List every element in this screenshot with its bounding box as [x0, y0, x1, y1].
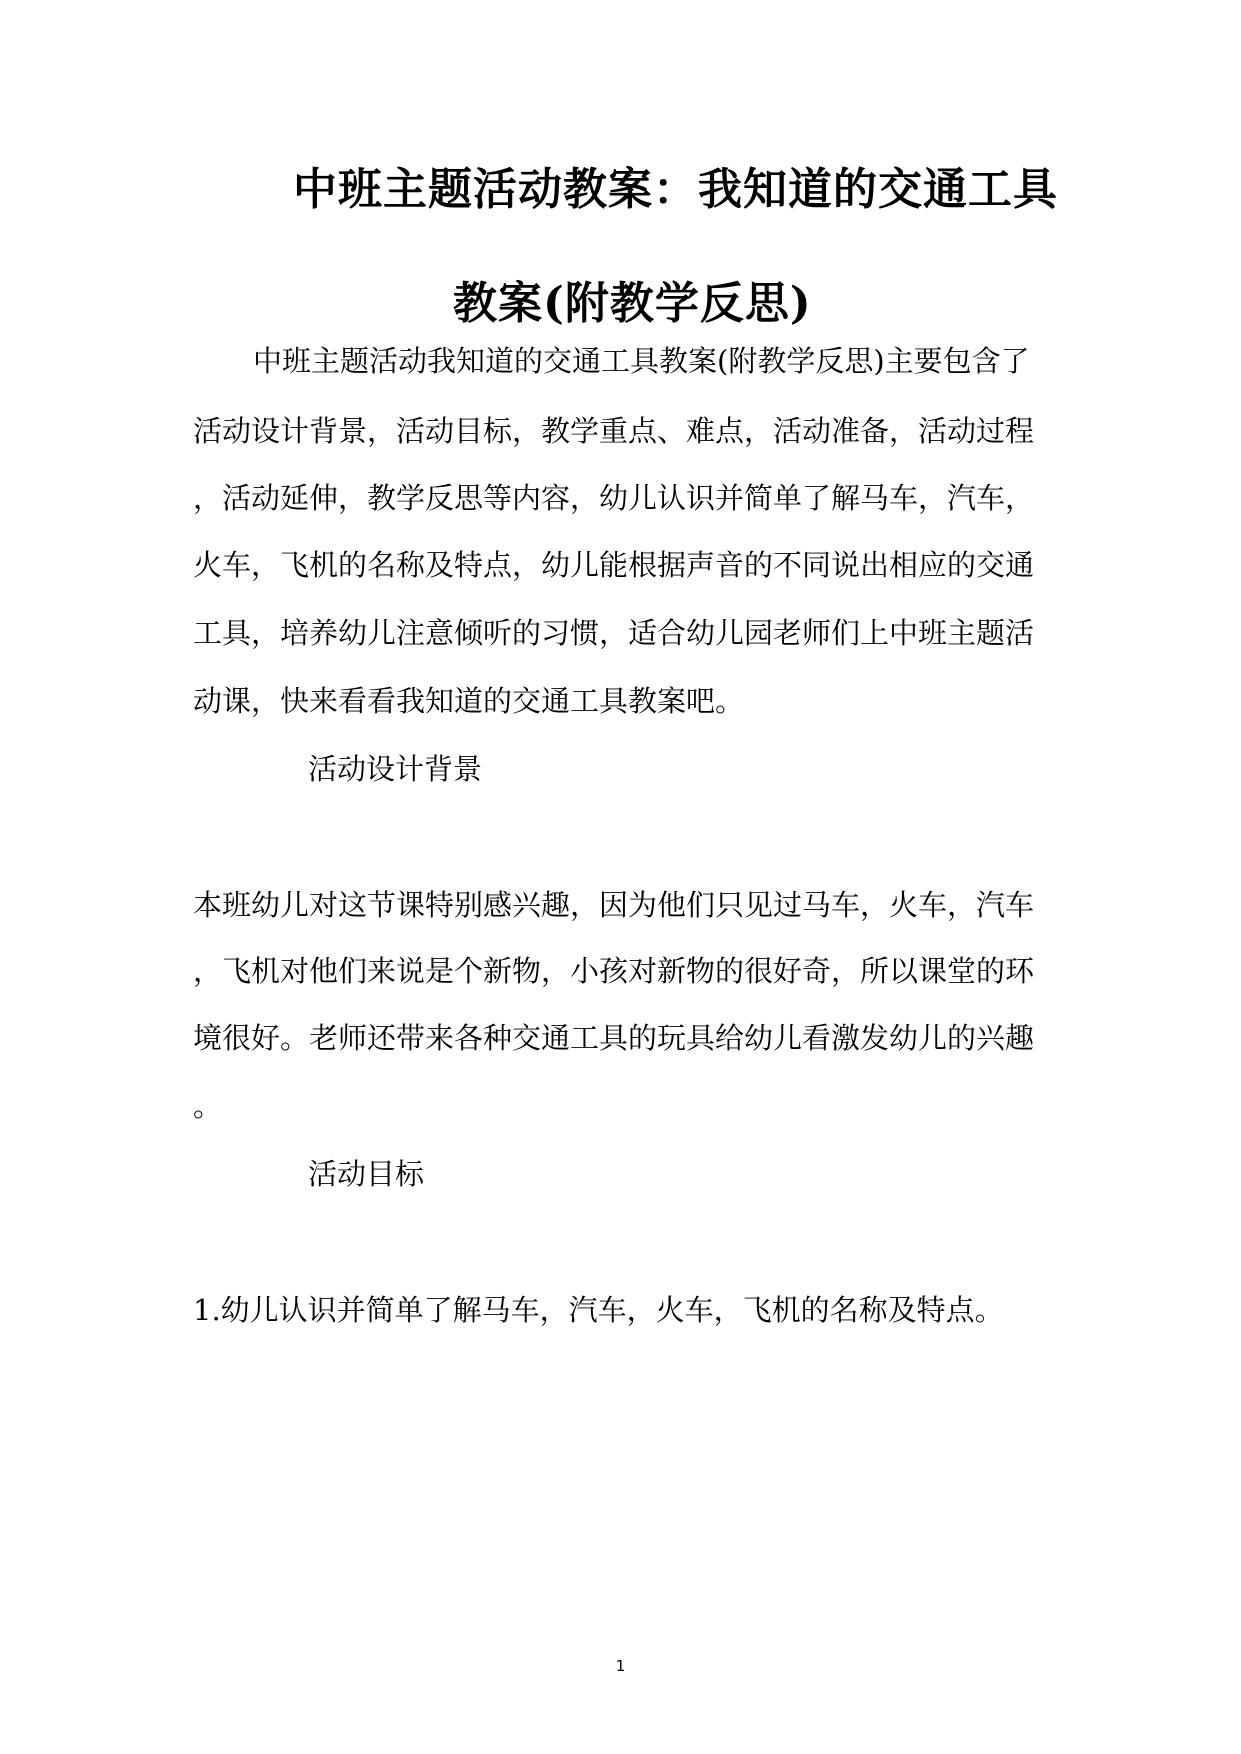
intro-line-6: 动课，快来看看我知道的交通工具教案吧。	[193, 684, 745, 718]
document-title-line-2: 教案(附教学反思)	[453, 278, 812, 329]
intro-line-3: ，活动延伸，教学反思等内容，幼儿认识并简单了解马车，汽车，	[193, 481, 1035, 515]
section-heading-background: 活动设计背景	[308, 752, 483, 786]
intro-line-5: 工具，培养幼儿注意倾听的习惯，适合幼儿园老师们上中班主题活	[193, 616, 1035, 650]
background-line-2: ，飞机对他们来说是个新物，小孩对新物的很好奇，所以课堂的环	[193, 954, 1035, 988]
background-line-4: 。	[193, 1089, 223, 1123]
intro-line-1: 中班主题活动我知道的交通工具教案(附教学反思)主要包含了	[253, 344, 1030, 378]
intro-line-2: 活动设计背景，活动目标，教学重点、难点，活动准备，活动过程	[193, 414, 1035, 448]
page-number: 1	[615, 1657, 626, 1675]
background-line-1: 本班幼儿对这节课特别感兴趣，因为他们只见过马车，火车，汽车	[193, 888, 1035, 922]
background-line-3: 境很好。老师还带来各种交通工具的玩具给幼儿看激发幼儿的兴趣	[193, 1021, 1035, 1055]
goals-line-1: 1.幼儿认识并简单了解马车，汽车，火车，飞机的名称及特点。	[193, 1293, 1004, 1327]
intro-line-4: 火车，飞机的名称及特点，幼儿能根据声音的不同说出相应的交通	[193, 548, 1035, 582]
section-heading-goals: 活动目标	[308, 1157, 425, 1191]
document-title-line-1: 中班主题活动教案：我知道的交通工具	[293, 164, 1058, 215]
